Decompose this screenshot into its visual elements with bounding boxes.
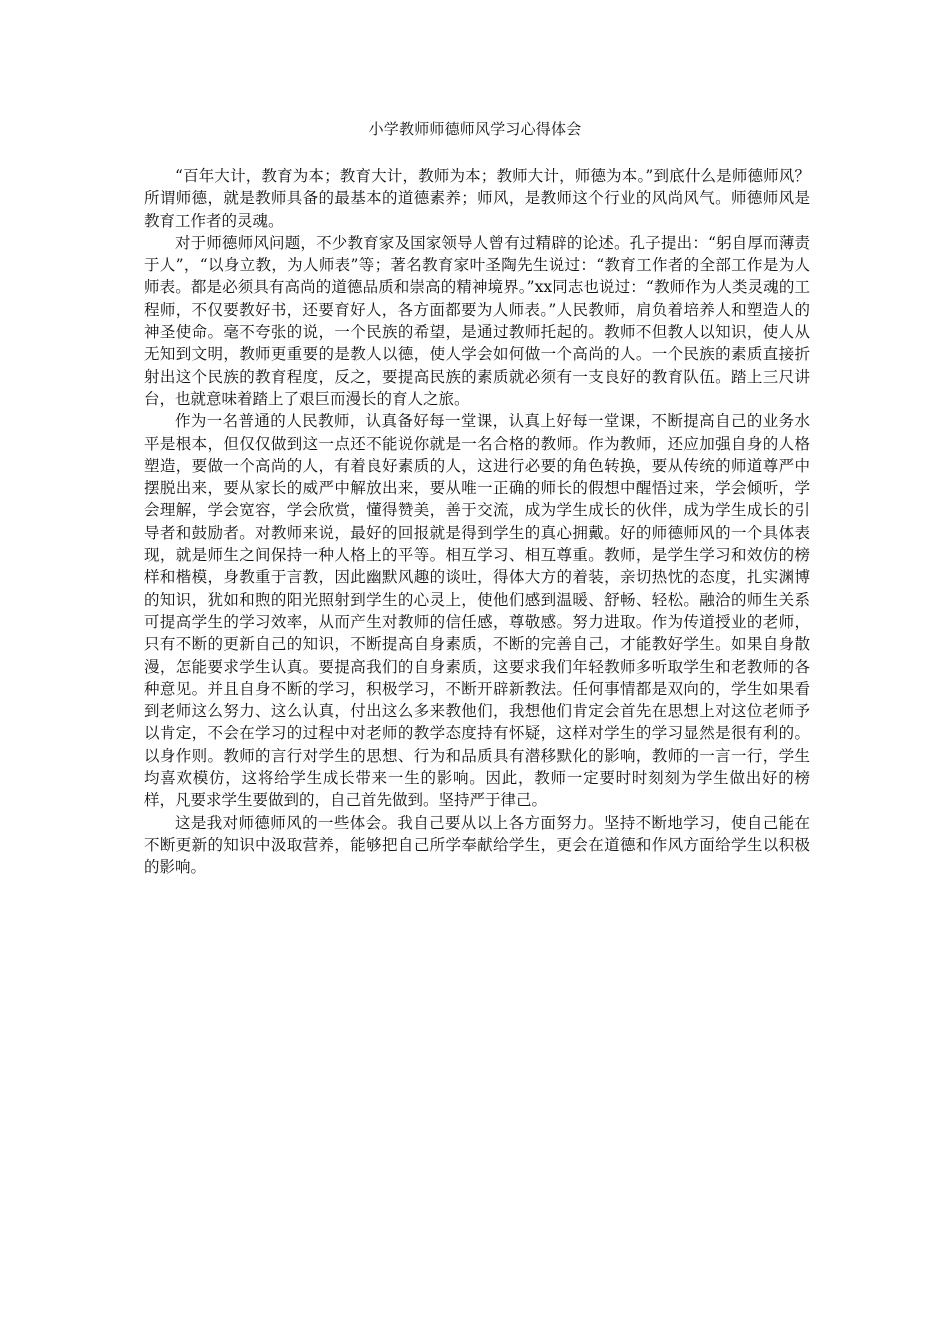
paragraph-1: “百年大计，教育为本；教育大计，教师为本；教师大计，师德为本。”到底什么是师德师风？所谓师德，就是教师具备的最基本的道德素养；师风，是教师这个行业的风尚风气。师德师风是教育工作者的灵魂。 [144, 167, 810, 230]
paragraph-4: 这是我对师德师风的一些体会。我自己要从以上各方面努力。坚持不断地学习，使自己能在不断更新的知识中汲取营养，能够把自己所学奉献给学生，更会在道德和作风方面给学生以积极的影响。 [144, 813, 810, 877]
document-title: 小学教师师德师风学习心得体会 [368, 120, 582, 138]
document-body [144, 165, 810, 879]
paragraph-2: 对于师德师风问题，不少教育家及国家领导人曾有过精辟的论述。孔子提出：“躬自厚而薄责于人”，“以身立教，为人师表”等；著名教育家叶圣陶先生说过：“教育工作者的全部工作是为人师表。都是必须具有高尚的道德品质和崇高的精神境界。”xx同志也说过：“教师作为人类灵魂的工程师，不仅要教好书，还要育好人，各方面都要为人师表。”人民教师，肩负着培养人和塑造人的神圣使命。毫不夸张的说，一个民族的希望，是通过教师托起的。教师不但教人以知识，使人从无知到文明，教师更重要的是教人以德，使人学会如何做一个高尚的人。一个民族的素质直接折射出这个民族的教育程度，反之，要提高民族的素质就必须有一支良好的教育队伍。踏上三尺讲台，也就意味着踏上了艰巨而漫长的育人之旅。 [144, 233, 810, 408]
paragraph-3: 作为一名普通的人民教师，认真备好每一堂课，认真上好每一堂课，不断提高自己的业务水平是根本，但仅仅做到这一点还不能说你就是一名合格的教师。作为教师，还应加强自身的人格塑造，要做一个高尚的人，有着良好素质的人，这进行必要的角色转换，要从传统的师道尊严中摆脱出来，要从家长的威严中解放出来，要从唯一正确的师长的假想中醒悟过来，学会倾听，学会理解，学会宽容，学会欣赏，懂得赞美，善于交流，成为学生成长的伙伴，成为学生成长的引导者和鼓励者。对教师来说，最好的回报就是得到学生的真心拥戴。好的师德师风的一个具体表现，就是师生之间保持一种人格上的平等。相互学习、相互尊重。教师，是学生学习和效仿的榜样和楷模，身教重于言教，因此幽默风趣的谈吐，得体大方的着装，亲切热忱的态度，扎实渊博的知识，犹如和煦的阳光照射到学生的心灵上，使他们感到温暖、舒畅、轻松。融洽的师生关系可提高学生的学习效率，从而产生对教师的信任感，尊敬感。努力进取。作为传道授业的老师，只有不断的更新自己的知识，不断提高自身素质，不断的完善自己，才能教好学生。如果自身散漫，怎能要求学生认真。要提高我们的自身素质，这要求我们年轻教师多听取学生和老教师的各种意见。并且自身不断的学习，积极学习，不断开辟新教法。任何事情都是双向的，学生如果看到老师这么努力、这么认真，付出这么多来教他们，我想他们肯定会首先在思想上对这位老师予以肯定，不会在学习的过程中对老师的教学态度持有怀疑，这样对学生的学习显然是很有利的。以身作则。教师的言行对学生的思想、行为和品质具有潜移默化的影响，教师的一言一行，学生均喜欢模仿，这将给学生成长带来一生的影响。因此，教师一定要时时刻刻为学生做出好的榜样，凡要求学生要做到的，自己首先做到。坚持严于律己。 [144, 412, 810, 810]
